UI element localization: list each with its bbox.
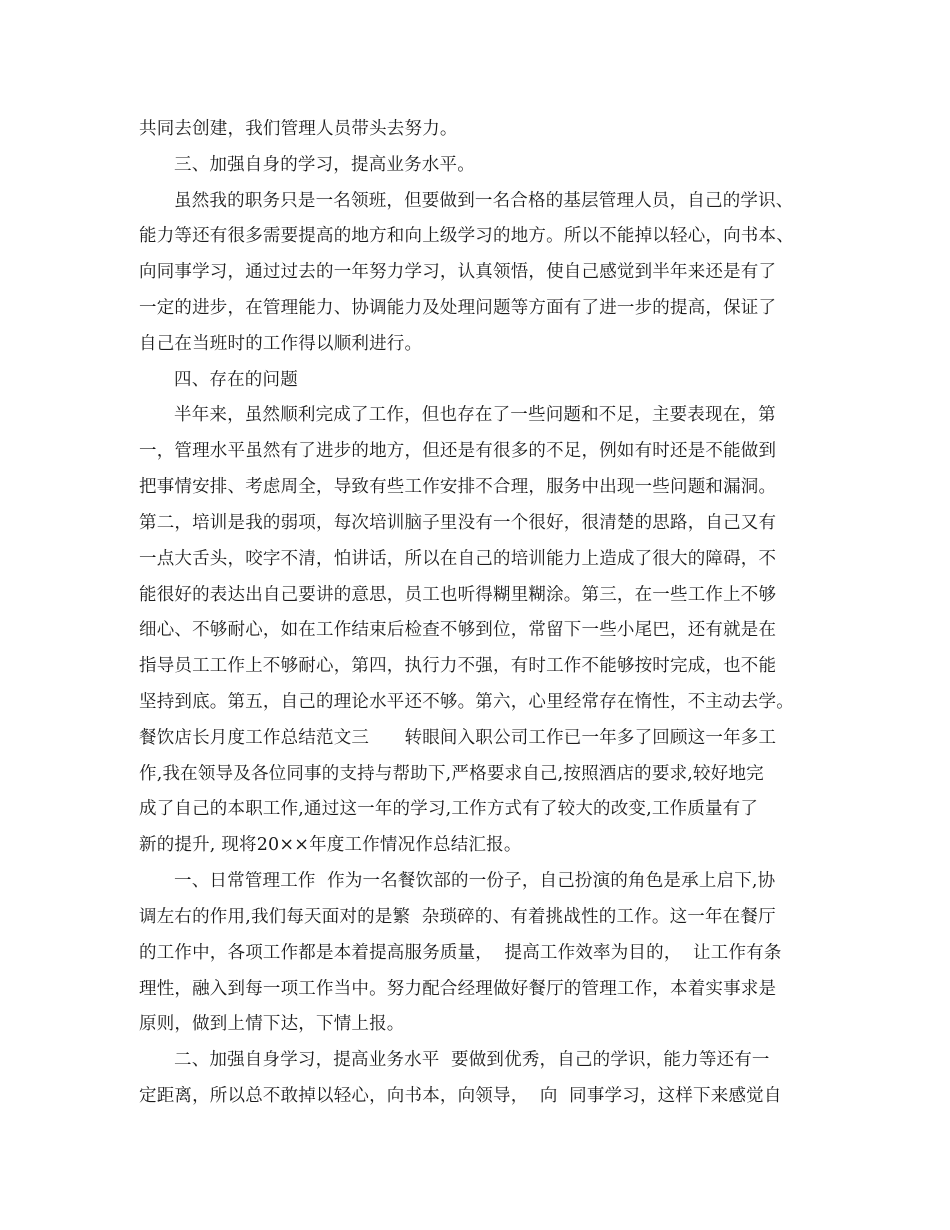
paragraph-line: 二、加强自身学习，提高业务水平 要做到优秀，自己的学识，能力等还有一 bbox=[174, 1050, 770, 1070]
text-line: 指导员工工作上不够耐心，第四，执行力不强，有时工作不能够按时完成，也不能 bbox=[139, 656, 777, 676]
text-line: 定距离，所以总不敢掉以轻心，向书本，向领导， 向 同事学习，这样下来感觉自 bbox=[139, 1086, 782, 1106]
text-line: 理性，融入到每一项工作当中。努力配合经理做好餐厅的管理工作，本着实事求是 bbox=[139, 979, 777, 999]
text-line: 第二，培训是我的弱项，每次培训脑子里没有一个很好，很清楚的思路，自己又有 bbox=[139, 513, 777, 533]
text-line: 的工作中，各项工作都是本着提高服务质量， 提高工作效率为目的， 让工作有条 bbox=[139, 943, 782, 963]
text-line: 能很好的表达出自己要讲的意思，员工也听得糊里糊涂。第三，在一些工作上不够 bbox=[139, 585, 777, 605]
text-line: 坚持到底。第五，自己的理论水平还不够。第六，心里经常存在惰性，不主动去学。 bbox=[139, 692, 794, 712]
text-line: 餐饮店长月度工作总结范文三 转眼间入职公司工作已一年多了回顾这一年多工 bbox=[139, 728, 777, 748]
text-line: 原则，做到上情下达，下情上报。 bbox=[139, 1014, 405, 1034]
text-line: 细心、不够耐心，如在工作结束后检查不够到位，常留下一些小尾巴，还有就是在 bbox=[139, 620, 777, 640]
text-line: 向同事学习，通过过去的一年努力学习，认真领悟，使自己感觉到半年来还是有了 bbox=[139, 262, 777, 282]
paragraph-line: 半年来，虽然顺利完成了工作，但也存在了一些问题和不足，主要表现在，第 bbox=[174, 405, 776, 425]
text-line: 把事情安排、考虑周全，导致有些工作安排不合理，服务中出现一些问题和漏洞。 bbox=[139, 477, 777, 497]
text-line: 作,我在领导及各位同事的支持与帮助下,严格要求自己,按照酒店的要求,较好地完 bbox=[139, 764, 764, 784]
text-line: 一，管理水平虽然有了进步的地方，但还是有很多的不足，例如有时还是不能做到 bbox=[139, 441, 777, 461]
section-heading: 三、加强自身的学习，提高业务水平。 bbox=[174, 155, 475, 175]
text-line: 新的提升, 现将20××年度工作情况作总结汇报。 bbox=[139, 835, 522, 855]
text-line: 一定的进步，在管理能力、协调能力及处理问题等方面有了进一步的提高，保证了 bbox=[139, 298, 777, 318]
text-line: 共同去创建，我们管理人员带头去努力。 bbox=[139, 119, 458, 139]
text-line: 一点大舌头，咬字不清，怕讲话，所以在自己的培训能力上造成了很大的障碍，不 bbox=[139, 549, 777, 569]
text-line: 调左右的作用,我们每天面对的是繁 杂琐碎的、有着挑战性的工作。这一年在餐厅 bbox=[139, 907, 776, 927]
text-line: 自己在当班时的工作得以顺利进行。 bbox=[139, 334, 423, 354]
paragraph-line: 一、日常管理工作 作为一名餐饮部的一份子，自己扮演的角色是承上启下,协 bbox=[174, 871, 776, 891]
section-heading: 四、存在的问题 bbox=[174, 370, 298, 390]
paragraph-line: 虽然我的职务只是一名领班，但要做到一名合格的基层管理人员，自己的学识、 bbox=[174, 191, 794, 211]
text-line: 成了自己的本职工作,通过这一年的学习,工作方式有了较大的改变,工作质量有了 bbox=[139, 799, 759, 819]
text-line: 能力等还有很多需要提高的地方和向上级学习的地方。所以不能掉以轻心，向书本、 bbox=[139, 226, 794, 246]
